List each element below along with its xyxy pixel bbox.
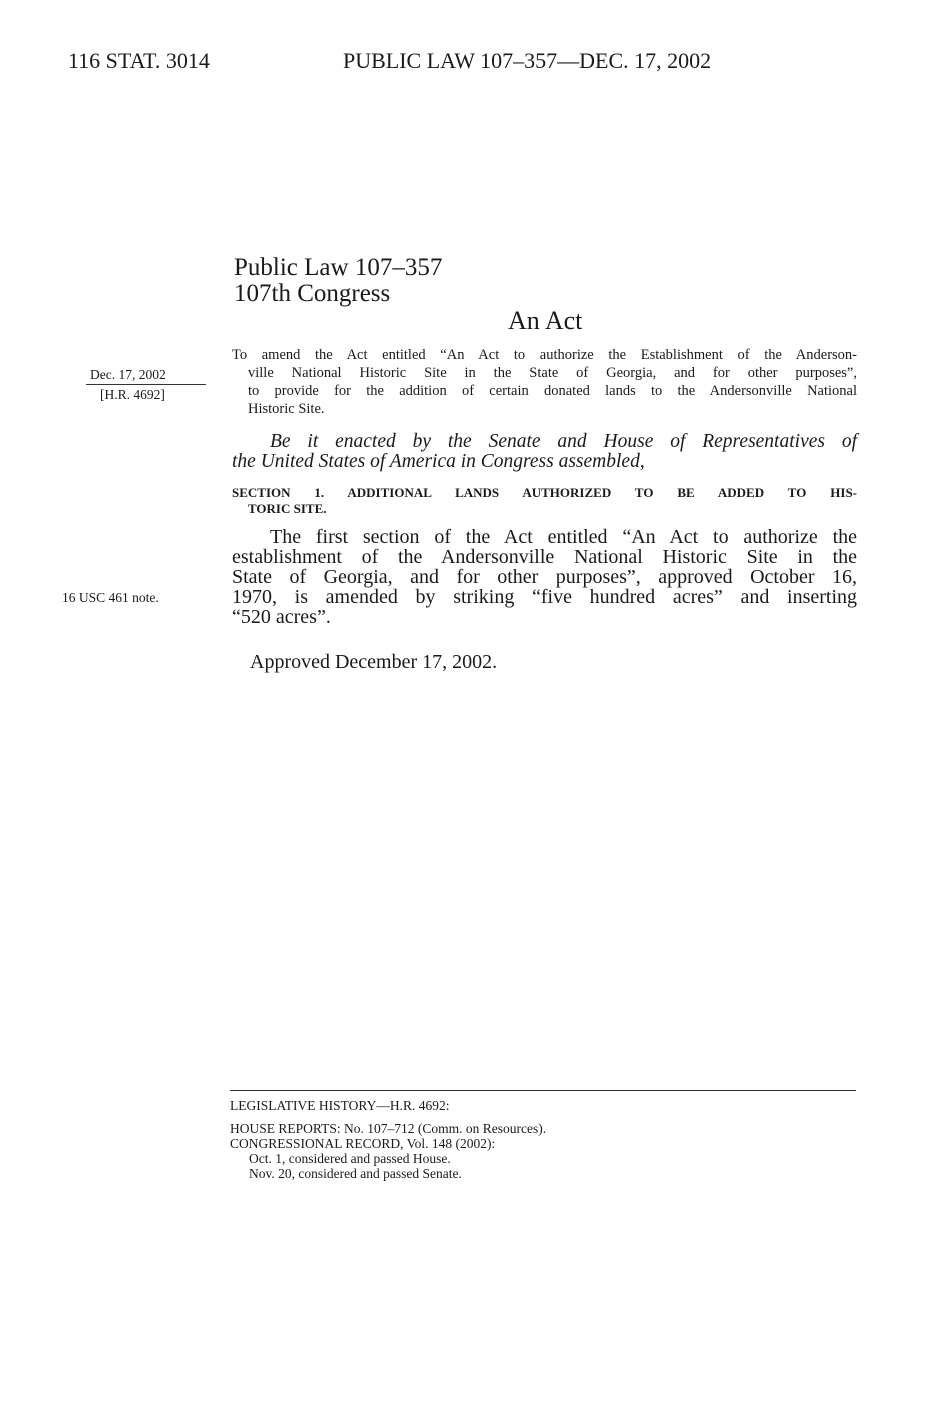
section-body-line: “520 acres”. <box>232 606 331 628</box>
enacting-clause-line: the United States of America in Congress assembled, <box>232 451 645 472</box>
legislative-history-heading: LEGISLATIVE HISTORY—H.R. 4692: <box>230 1098 450 1113</box>
section-heading-line: TORIC SITE. <box>248 501 327 516</box>
history-rule <box>230 1090 856 1091</box>
section-body-line: establishment of the Andersonville National Historic Site in the <box>232 546 857 568</box>
history-line: HOUSE REPORTS: No. 107–712 (Comm. on Resources). <box>230 1121 547 1136</box>
congress-label: 107th Congress <box>234 280 391 307</box>
section-heading-line: SECTION 1. ADDITIONAL LANDS AUTHORIZED TO BE ADDED TO HIS- <box>232 485 857 500</box>
margin-usc-note: 16 USC 461 note. <box>62 590 159 605</box>
margin-rule <box>86 384 206 385</box>
history-line: Oct. 1, considered and passed House. <box>249 1151 451 1166</box>
summary-line: To amend the Act entitled “An Act to authorize the Establishment of the Anderson- <box>232 347 857 363</box>
approval-date: Approved December 17, 2002. <box>250 651 498 673</box>
history-line: Nov. 20, considered and passed Senate. <box>249 1166 462 1181</box>
margin-bill-number: [H.R. 4692] <box>100 387 165 402</box>
section-body-line: State of Georgia, and for other purposes”, approved October 16, <box>232 566 857 588</box>
act-title: An Act <box>508 306 583 335</box>
public-law-number: Public Law 107–357 <box>234 254 443 281</box>
margin-date: Dec. 17, 2002 <box>90 367 166 382</box>
section-body-line: The first section of the Act entitled “An Act to authorize the <box>270 526 857 548</box>
history-line: CONGRESSIONAL RECORD, Vol. 148 (2002): <box>230 1136 496 1151</box>
stat-page-number: 116 STAT. 3014 <box>68 48 210 73</box>
running-title: PUBLIC LAW 107–357—DEC. 17, 2002 <box>343 48 712 73</box>
summary-line: Historic Site. <box>248 401 325 417</box>
summary-line: to provide for the addition of certain donated lands to the Andersonville National <box>248 383 857 399</box>
section-body-line: 1970, is amended by striking “five hundred acres” and inserting <box>232 586 857 608</box>
summary-line: ville National Historic Site in the State of Georgia, and for other purposes”, <box>248 365 857 381</box>
enacting-clause-line: Be it enacted by the Senate and House of Representatives of <box>270 431 857 452</box>
